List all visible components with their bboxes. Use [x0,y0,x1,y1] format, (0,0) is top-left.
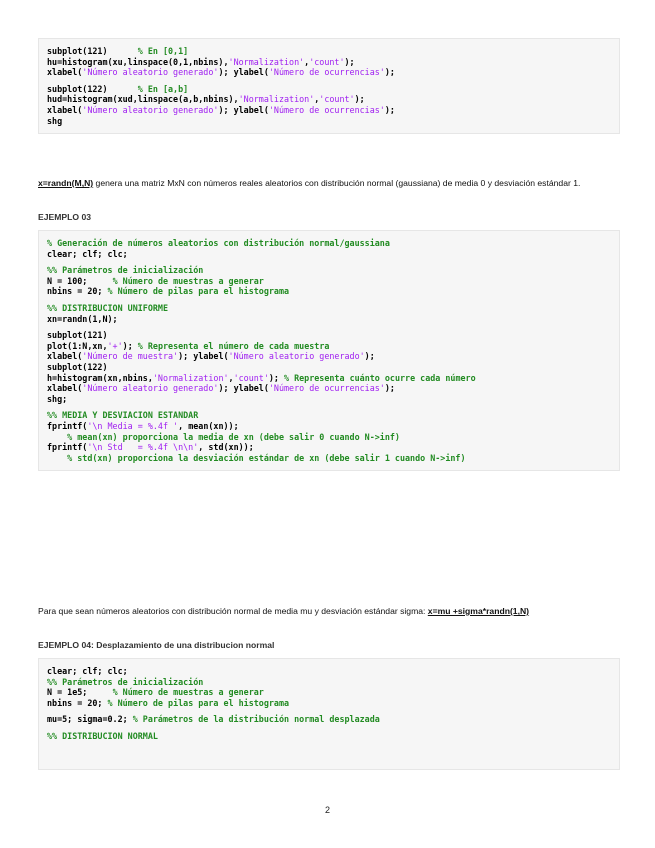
code-text: , [228,372,234,383]
code-line [47,442,611,453]
code-text: hu=histogram(xu,linspace(0,1,nbins), [47,56,229,67]
code-text: , [304,56,310,67]
code-text: subplot(122) [47,361,108,372]
code-comment: % Número de pilas para el histograma [107,286,290,297]
code-line [47,362,611,373]
code-text: plot(1:N,xn, [47,340,108,351]
code-line [47,46,611,57]
code-line [47,410,611,421]
code-string: 'Número de ocurrencias' [268,67,385,78]
heading-ejemplo-04: EJEMPLO 04: Desplazamiento de una distribucion normal [38,640,275,650]
code-comment: % mean(xn) proporciona la media de xn (debe salir 0 cuando N->inf) [67,431,400,442]
code-text: , [314,94,320,105]
code-text: clear; clf; clc; [47,248,128,259]
code-line [47,432,611,443]
code-text: xlabel( [47,67,83,78]
code-line [47,286,611,297]
paragraph-mu-sigma [38,604,623,618]
code-comment: % Parámetros de la distribución normal desplazada [132,714,380,725]
code-text: mu=5; sigma=0.2; [47,714,133,725]
code-line [47,84,611,95]
code-string: 'Número de ocurrencias' [268,104,385,115]
code-text: ); ylabel( [178,351,229,362]
code-text: ); [354,94,365,105]
code-line [47,687,611,698]
code-line [47,303,611,314]
code-string: 'count' [233,372,269,383]
code-text: ); ylabel( [218,104,269,115]
code-text: h=histogram(xn,nbins, [47,372,153,383]
code-comment: %% MEDIA Y DESVIACION ESTANDAR [47,410,199,421]
code-block-ejemplo-03 [38,230,620,471]
code-line [47,373,611,384]
code-string: 'count' [309,56,345,67]
code-text: nbins = 20; [47,697,108,708]
code-line [47,394,611,405]
code-text: clear; clf; clc; [47,666,128,676]
heading-ejemplo-03: EJEMPLO 03 [38,212,92,222]
code-text: xn=randn(1,N); [47,313,118,324]
code-line [47,677,611,688]
code-string: 'Normalization' [228,56,305,67]
code-line [47,453,611,464]
code-line [47,714,611,725]
code-line [47,351,611,362]
code-string: 'Número de ocurrencias' [268,383,385,394]
code-line [47,67,611,78]
code-block-histogram [38,38,620,134]
code-text [47,453,67,463]
code-text: N = 1e5; [47,687,113,698]
code-text: shg [47,115,63,126]
code-line [47,94,611,105]
code-text: subplot(121) [47,46,138,56]
paragraph-randn-text: genera una matriz MxN con números reales aleatorios con distribución normal (gaussiana) de media 0 y desviación estándar 1. [93,178,581,188]
code-string: 'Normalization' [238,94,315,105]
code-text: ); [122,340,138,351]
code-string: 'Número aleatorio generado' [82,67,219,78]
code-string: '\n Std = %.4f \n\n' [87,442,199,453]
code-block-ejemplo-04 [38,658,620,770]
code-text: nbins = 20; [47,286,108,297]
code-line [47,314,611,325]
code-text: ); [344,56,355,67]
code-line [47,341,611,352]
code-text: subplot(122) [47,83,138,94]
code-comment: %% DISTRIBUCION UNIFORME [47,302,169,313]
code-text: ); [384,104,395,115]
code-line [47,57,611,68]
code-text: hud=histogram(xud,linspace(a,b,nbins), [47,94,239,105]
code-comment: % std(xn) proporciona la desviación estándar de xn (debe salir 1 cuando N->inf) [67,452,466,463]
code-text: , mean(xn)); [178,420,239,431]
code-string: 'Número aleatorio generado' [228,351,365,362]
code-string: '\n Media = %.4f ' [87,420,179,431]
code-string: 'Normalization' [152,372,229,383]
code-line [47,666,611,677]
code-text: , std(xn)); [198,442,254,453]
code-comment: % Generación de números aleatorios con distribución normal/gaussiana [47,238,390,248]
code-text: xlabel( [47,351,83,362]
code-line [47,731,611,742]
code-text [47,432,67,442]
code-text: ); [384,383,395,394]
code-string: '+' [107,340,123,351]
code-comment: % En [a,b] [137,83,189,94]
code-line [47,276,611,287]
code-comment: %% Parámetros de inicialización [47,676,204,687]
code-string: 'Número de muestra' [82,351,179,362]
page-number: 2 [324,805,330,815]
code-text: N = 100; [47,275,113,286]
code-comment: %% Parámetros de inicialización [47,265,204,276]
code-comment: % Número de muestras a generar [112,687,264,698]
code-line [47,238,611,249]
code-line [47,249,611,260]
code-string: 'Número aleatorio generado' [82,104,219,115]
code-text: ); [384,67,395,78]
code-comment: % Número de pilas para el histograma [107,697,290,708]
paragraph-randn [38,176,623,190]
code-text: ); [268,372,285,383]
code-string: 'Número aleatorio generado' [82,383,219,394]
code-line [47,330,611,341]
code-comment: % Número de muestras a generar [112,275,264,286]
code-line [47,265,611,276]
code-line [47,116,611,127]
code-text: fprintf( [47,442,88,453]
code-text: fprintf( [47,420,88,431]
code-text: ); [364,351,375,362]
code-text: xlabel( [47,383,83,394]
code-comment: % Representa el número de cada muestra [137,340,330,351]
inline-code-randn: x=randn(M,N) [38,178,94,188]
code-comment: %% DISTRIBUCION NORMAL [47,730,158,741]
code-text: xlabel( [47,104,83,115]
code-text: ); ylabel( [218,383,269,394]
code-text: shg; [47,393,68,404]
code-line [47,383,611,394]
code-line [47,698,611,709]
code-text: subplot(121) [47,330,108,341]
code-comment: % Representa cuánto ocurre cada número [284,372,476,383]
code-line [47,421,611,432]
code-text: ); ylabel( [218,67,269,78]
inline-code-mu-sigma: x=mu +sigma*randn(1,N) [427,606,530,616]
code-line [47,105,611,116]
code-comment: % En [0,1] [137,46,189,56]
code-string: 'count' [319,94,355,105]
paragraph-mu-sigma-text: Para que sean números aleatorios con distribución normal de media mu y desviación estándar sigma: [38,606,428,616]
